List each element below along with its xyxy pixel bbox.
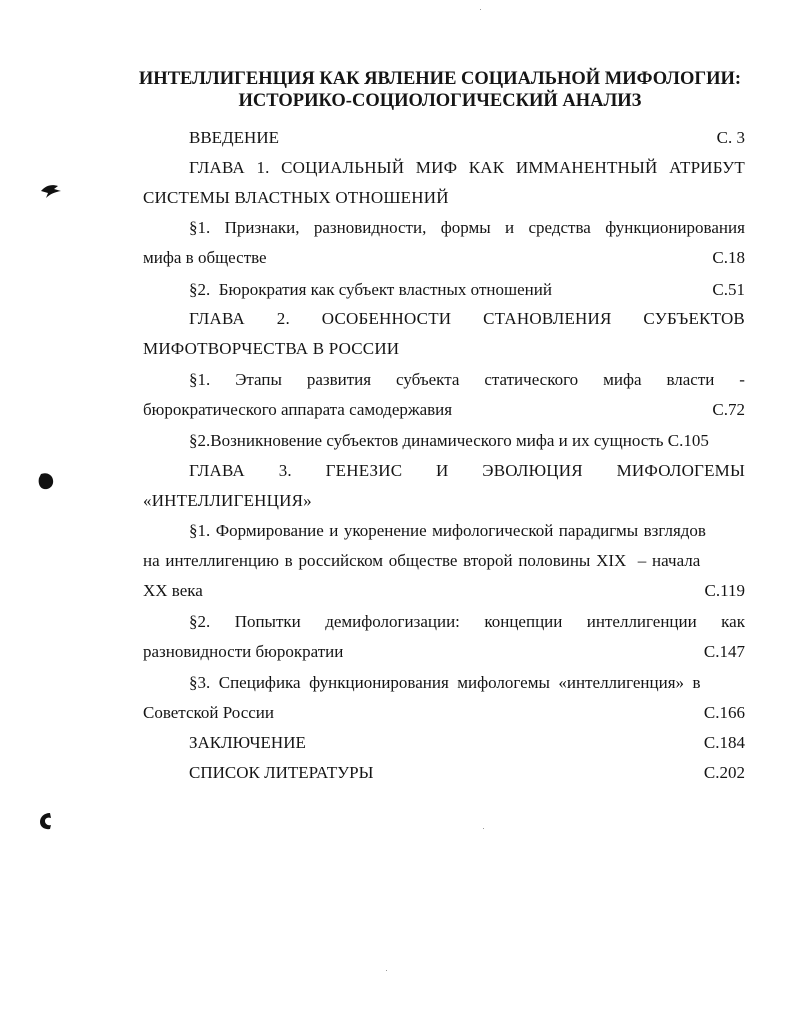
toc-chapter-2-heading-line-1 — [189, 304, 745, 334]
word: развития — [306, 370, 372, 389]
word: §2. — [189, 612, 211, 631]
toc-ch3-section-3-line-1 — [189, 668, 745, 698]
toc-label: бюрократического аппарата самодержавия — [143, 400, 453, 419]
toc-page: С.119 — [704, 581, 745, 600]
toc-label: ВВЕДЕНИЕ — [189, 128, 279, 147]
toc-ch1-section-2 — [189, 275, 745, 305]
toc-ch1-section-1-line-2 — [143, 243, 745, 273]
toc-page: С.72 — [712, 400, 745, 419]
toc-page: С.51 — [712, 280, 745, 299]
word: ОСОБЕННОСТИ — [321, 309, 452, 328]
toc-entry-conclusion — [189, 728, 745, 758]
scan-mark-middle — [37, 471, 55, 491]
word: и — [505, 218, 515, 237]
word: демифологизации: — [325, 612, 460, 631]
toc-entry-intro — [189, 123, 745, 153]
word: ГЛАВА — [189, 461, 245, 480]
word: ИММАНЕНТНЫЙ — [515, 158, 658, 177]
word: ГЛАВА — [189, 309, 245, 328]
word: 3. — [278, 461, 292, 480]
toc-label: XX века — [143, 581, 203, 600]
word: СОЦИАЛЬНЫЙ — [281, 158, 405, 177]
word: функционирования — [605, 218, 745, 237]
scan-speck — [480, 9, 481, 10]
toc-label: СИСТЕМЫ ВЛАСТНЫХ ОТНОШЕНИЙ — [143, 188, 449, 207]
word: 1. — [256, 158, 270, 177]
toc-label: §1. Формирование и укоренение мифологической парадигмы взглядов — [189, 521, 706, 540]
toc-label: ЗАКЛЮЧЕНИЕ — [189, 733, 306, 752]
word: И — [436, 461, 449, 480]
page-title-line-2: ИСТОРИКО-СОЦИОЛОГИЧЕСКИЙ АНАЛИЗ — [238, 91, 642, 111]
word: статического — [484, 370, 579, 389]
toc-chapter-2-heading-line-2 — [143, 334, 745, 364]
word: субъекта — [396, 370, 460, 389]
toc-label: Советской России — [143, 703, 274, 722]
word: ЭВОЛЮЦИЯ — [482, 461, 583, 480]
toc-chapter-1-heading-line-1 — [189, 153, 745, 183]
toc-ch3-section-2-line-2 — [143, 637, 745, 667]
word: ГЛАВА — [189, 158, 245, 177]
word: МИФ — [415, 158, 458, 177]
toc-page: С.166 — [703, 703, 745, 722]
toc-page: С.184 — [703, 733, 745, 752]
toc-page: С.147 — [703, 642, 745, 661]
toc-label: §2.Возникновение субъектов динамического мифа и их сущность С.105 — [189, 431, 709, 450]
toc-page: С. 3 — [716, 128, 745, 147]
word: СТАНОВЛЕНИЯ — [483, 309, 612, 328]
word: средства — [528, 218, 591, 237]
toc-ch2-section-1-line-1 — [189, 365, 745, 395]
word: §1. — [189, 218, 211, 237]
toc-ch3-section-1-line-1 — [189, 516, 745, 546]
word: мифа — [603, 370, 642, 389]
toc-label: СПИСОК ЛИТЕРАТУРЫ — [189, 763, 374, 782]
scan-mark-top — [38, 181, 64, 203]
word: КАК — [468, 158, 505, 177]
toc-label: разновидности бюрократии — [143, 642, 344, 661]
toc-ch3-section-1-line-2 — [143, 546, 745, 576]
word: 2. — [276, 309, 290, 328]
toc-label: «ИНТЕЛЛИГЕНЦИЯ» — [143, 491, 312, 510]
toc-entry-bibliography — [189, 758, 745, 788]
toc-page: С.18 — [712, 248, 745, 267]
scan-speck — [483, 828, 484, 829]
scan-speck — [386, 970, 387, 971]
word: ГЕНЕЗИС — [325, 461, 403, 480]
toc-ch2-section-2 — [189, 426, 745, 456]
word: АТРИБУТ — [669, 158, 745, 177]
word: - — [739, 370, 745, 389]
word: власти — [666, 370, 715, 389]
word: разновидности, — [313, 218, 427, 237]
word: как — [721, 612, 745, 631]
toc-chapter-3-heading-line-1 — [189, 456, 745, 486]
toc-label: на интеллигенцию в российском обществе второй половины XIX – начала — [143, 551, 701, 570]
scan-mark-bottom — [38, 811, 56, 831]
word: формы — [440, 218, 491, 237]
word: §1. — [189, 370, 211, 389]
toc-label: §3. Специфика функционирования мифологемы «интеллигенция» в — [189, 673, 701, 692]
word: концепции — [484, 612, 563, 631]
word: интеллигенции — [586, 612, 697, 631]
toc-ch3-section-3-line-2 — [143, 698, 745, 728]
word: МИФОЛОГЕМЫ — [616, 461, 745, 480]
toc-ch2-section-1-line-2 — [143, 395, 745, 425]
page-title-line-1: ИНТЕЛЛИГЕНЦИЯ КАК ЯВЛЕНИЕ СОЦИАЛЬНОЙ МИФОЛОГИИ: — [138, 69, 742, 89]
word: Этапы — [235, 370, 282, 389]
toc-page: С.202 — [703, 763, 745, 782]
toc-ch3-section-1-line-3 — [143, 576, 745, 606]
toc-chapter-3-heading-line-2 — [143, 486, 745, 516]
toc-label: мифа в обществе — [143, 248, 267, 267]
toc-label: МИФОТВОРЧЕСТВА В РОССИИ — [143, 339, 400, 358]
toc-label: §2. Бюрократия как субъект властных отношений — [189, 280, 552, 299]
toc-ch1-section-1-line-1 — [189, 213, 745, 243]
word: СУБЪЕКТОВ — [643, 309, 745, 328]
toc-ch3-section-2-line-1 — [189, 607, 745, 637]
word: Признаки, — [224, 218, 300, 237]
word: Попытки — [234, 612, 301, 631]
toc-chapter-1-heading-line-2 — [143, 183, 745, 213]
